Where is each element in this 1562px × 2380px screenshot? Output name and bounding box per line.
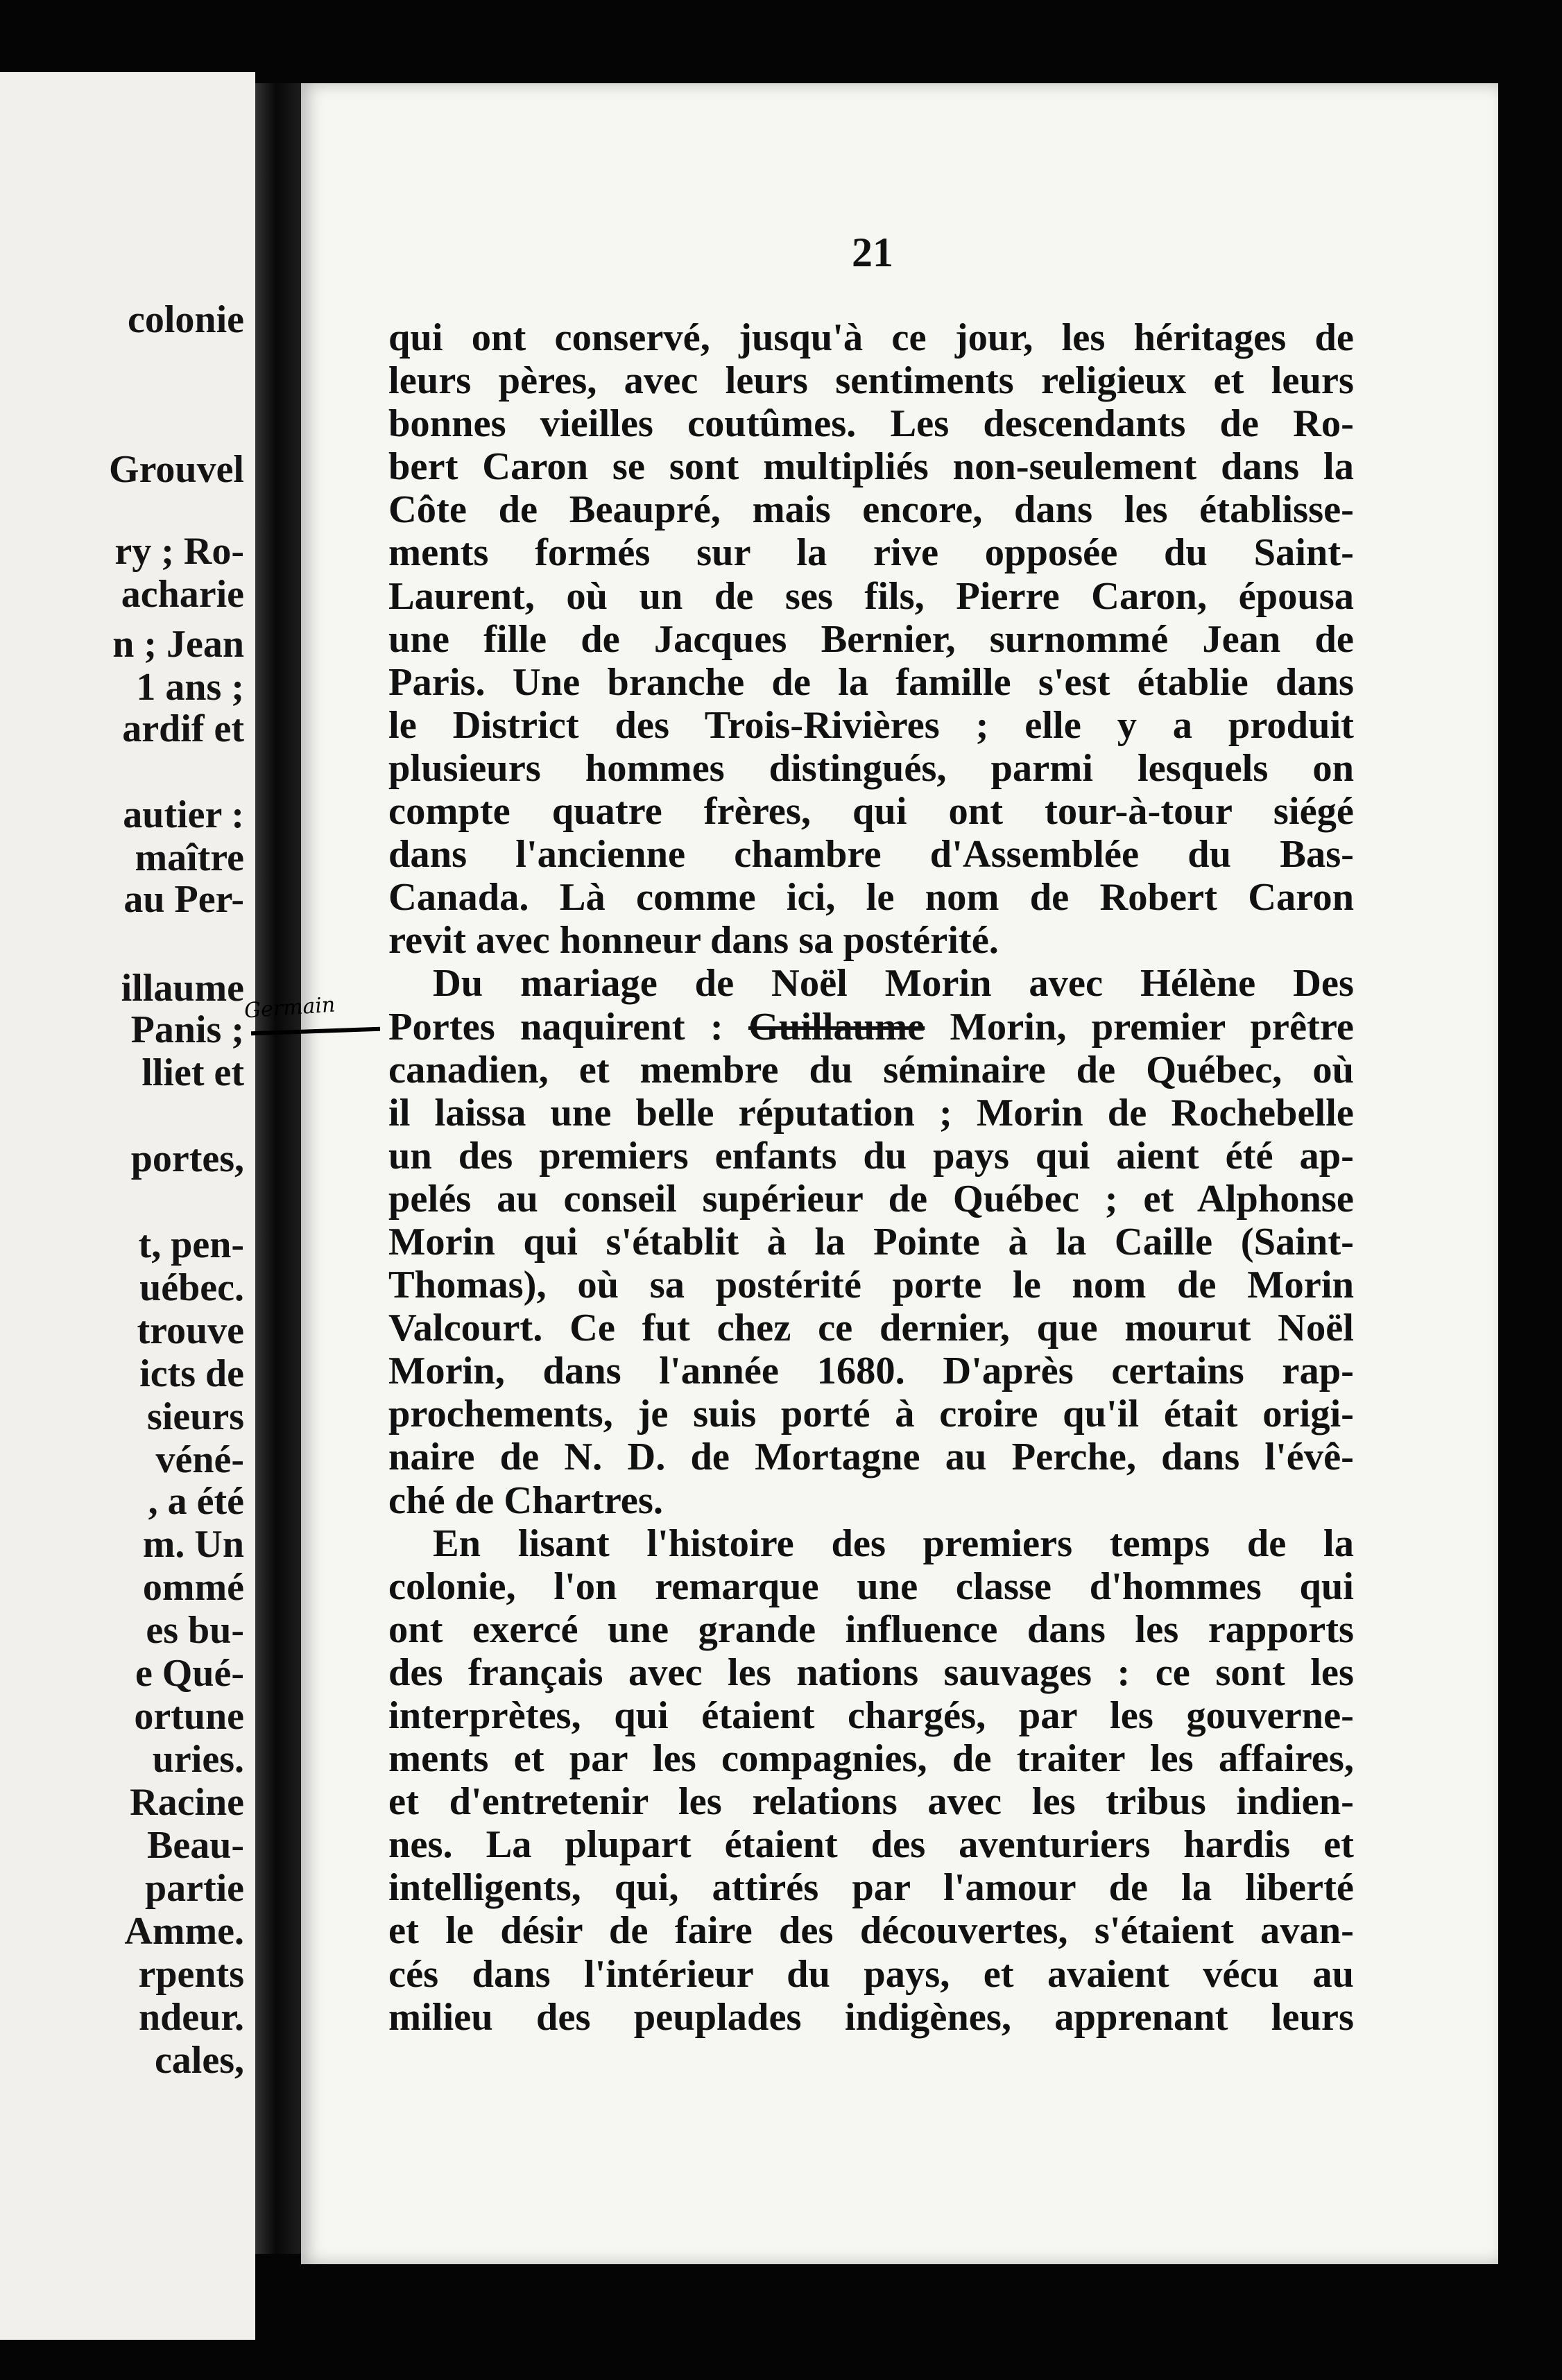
- text-line: ments et par les compagnies, de traiter les affaires,: [388, 1737, 1354, 1781]
- text-line: interprètes, qui étaient chargés, par les gouverne-: [388, 1694, 1354, 1737]
- facing-page-line: uries.: [152, 1738, 244, 1781]
- book-gutter: [255, 83, 301, 2254]
- text-segment: Morin, premier prêtre: [925, 1005, 1354, 1049]
- text-line: Morin qui s'établit à la Pointe à la Caille (Saint-: [388, 1220, 1354, 1264]
- text-line: compte quatre frères, qui ont tour-à-tour siégé: [388, 790, 1354, 834]
- text-line: Morin, dans l'année 1680. D'après certains rap-: [388, 1349, 1354, 1393]
- text-line: Laurent, où un de ses fils, Pierre Caron, épousa: [388, 574, 1354, 618]
- text-line: cés dans l'intérieur du pays, et avaient vécu au: [388, 1952, 1354, 1996]
- facing-page-line: acharie: [121, 573, 244, 616]
- facing-page-fragment: [0, 72, 255, 2340]
- facing-page-line: ry ; Ro-: [114, 530, 244, 573]
- facing-page-line: lliet et: [141, 1051, 244, 1094]
- facing-page-line: t, pen-: [138, 1223, 244, 1266]
- facing-page-line: rpents: [138, 1953, 244, 1996]
- struck-word: Guillaume: [748, 1005, 925, 1049]
- facing-page-line: icts de: [139, 1352, 244, 1395]
- facing-page-line: cales,: [154, 2039, 244, 2082]
- facing-page-line: uébec.: [139, 1266, 244, 1309]
- text-line: naire de N. D. de Mortagne au Perche, dans l'évê-: [388, 1435, 1354, 1479]
- facing-page-line: partie: [144, 1867, 244, 1910]
- facing-page-line: 1 ans ;: [136, 666, 244, 709]
- text-line: leurs pères, avec leurs sentiments religieux et leurs: [388, 359, 1354, 403]
- text-line: dans l'ancienne chambre d'Assemblée du Bas-: [388, 833, 1354, 877]
- facing-page-line: colonie: [128, 298, 244, 341]
- text-line: milieu des peuplades indigènes, apprenant leurs: [388, 1995, 1354, 2039]
- facing-page-line: Racine: [130, 1781, 244, 1824]
- body-text: [388, 316, 1354, 2039]
- facing-page-line: Grouvel: [109, 448, 244, 491]
- facing-page-line: illaume: [121, 967, 244, 1010]
- facing-page-line: portes,: [130, 1137, 244, 1180]
- facing-page-line: , a été: [148, 1480, 244, 1523]
- facing-page-line: autier :: [123, 793, 244, 836]
- facing-page-line: n ; Jean: [112, 623, 244, 666]
- page-number: 21: [852, 230, 893, 275]
- text-line: il laissa une belle réputation ; Morin de Rochebelle: [388, 1091, 1354, 1135]
- text-line: ché de Chartres.: [388, 1478, 663, 1522]
- facing-page-line: es bu-: [146, 1609, 244, 1652]
- text-line: et d'entretenir les relations avec les tribus indien-: [388, 1780, 1354, 1824]
- text-line: Valcourt. Ce fut chez ce dernier, que mourut Noël: [388, 1307, 1354, 1350]
- facing-page-line: au Per-: [123, 878, 244, 921]
- facing-page-line: ortune: [134, 1695, 244, 1738]
- facing-page-line: m. Un: [142, 1523, 244, 1566]
- text-line: Côte de Beaupré, mais encore, dans les établisse-: [388, 488, 1354, 532]
- facing-page-line: ommé: [142, 1566, 244, 1609]
- text-line: des français avec les nations sauvages : ce sont les: [388, 1650, 1354, 1694]
- text-line: qui ont conservé, jusqu'à ce jour, les héritages de: [388, 316, 1354, 359]
- facing-page-line: Beau-: [147, 1824, 244, 1867]
- text-line: un des premiers enfants du pays qui aient été ap-: [388, 1134, 1354, 1178]
- text-line: canadien, et membre du séminaire de Québec, où: [388, 1048, 1354, 1092]
- text-line: intelligents, qui, attirés par l'amour de la liberté: [388, 1866, 1354, 1910]
- text-line: [388, 1006, 1354, 1049]
- facing-page-line: e Qué-: [135, 1652, 244, 1695]
- text-line: prochements, je suis porté à croire qu'il était origi-: [388, 1392, 1354, 1436]
- text-segment: Portes naquirent :: [388, 1005, 748, 1049]
- facing-page-line: véné-: [155, 1438, 244, 1481]
- text-line: une fille de Jacques Bernier, surnommé Jean de: [388, 617, 1354, 661]
- text-line: nes. La plupart étaient des aventuriers hardis et: [388, 1823, 1354, 1867]
- text-line: colonie, l'on remarque une classe d'hommes qui: [388, 1564, 1354, 1608]
- facing-page-line: Panis ;: [130, 1008, 244, 1051]
- text-line: pelés au conseil supérieur de Québec ; et Alphonse: [388, 1177, 1354, 1221]
- text-line: Du mariage de Noël Morin avec Hélène Des: [433, 962, 1354, 1006]
- text-line: plusieurs hommes distingués, parmi lesquels on: [388, 746, 1354, 790]
- facing-page-line: maître: [135, 836, 244, 879]
- facing-page-line: ardif et: [122, 707, 244, 750]
- text-line: Paris. Une branche de la famille s'est établie dans: [388, 660, 1354, 704]
- text-line: bert Caron se sont multipliés non-seulement dans la: [388, 445, 1354, 489]
- text-line: et le désir de faire des découvertes, s'étaient avan-: [388, 1909, 1354, 1953]
- text-line: le District des Trois-Rivières ; elle y a produit: [388, 703, 1354, 747]
- text-line: ont exercé une grande influence dans les rapports: [388, 1607, 1354, 1651]
- handwritten-margin-note: Germain: [243, 992, 336, 1024]
- text-line: En lisant l'histoire des premiers temps de la: [433, 1521, 1354, 1565]
- facing-page-line: trouve: [137, 1309, 244, 1352]
- text-line: revit avec honneur dans sa postérité.: [388, 919, 999, 963]
- facing-page-line: ndeur.: [138, 1996, 244, 2039]
- facing-page-line: Amme.: [124, 1910, 244, 1953]
- text-line: bonnes vieilles coutûmes. Les descendants de Ro-: [388, 402, 1354, 446]
- text-line: ments formés sur la rive opposée du Saint-: [388, 531, 1354, 575]
- facing-page-line: sieurs: [147, 1395, 244, 1438]
- text-line: Canada. Là comme ici, le nom de Robert Caron: [388, 876, 1354, 920]
- text-line: Thomas), où sa postérité porte le nom de Morin: [388, 1264, 1354, 1307]
